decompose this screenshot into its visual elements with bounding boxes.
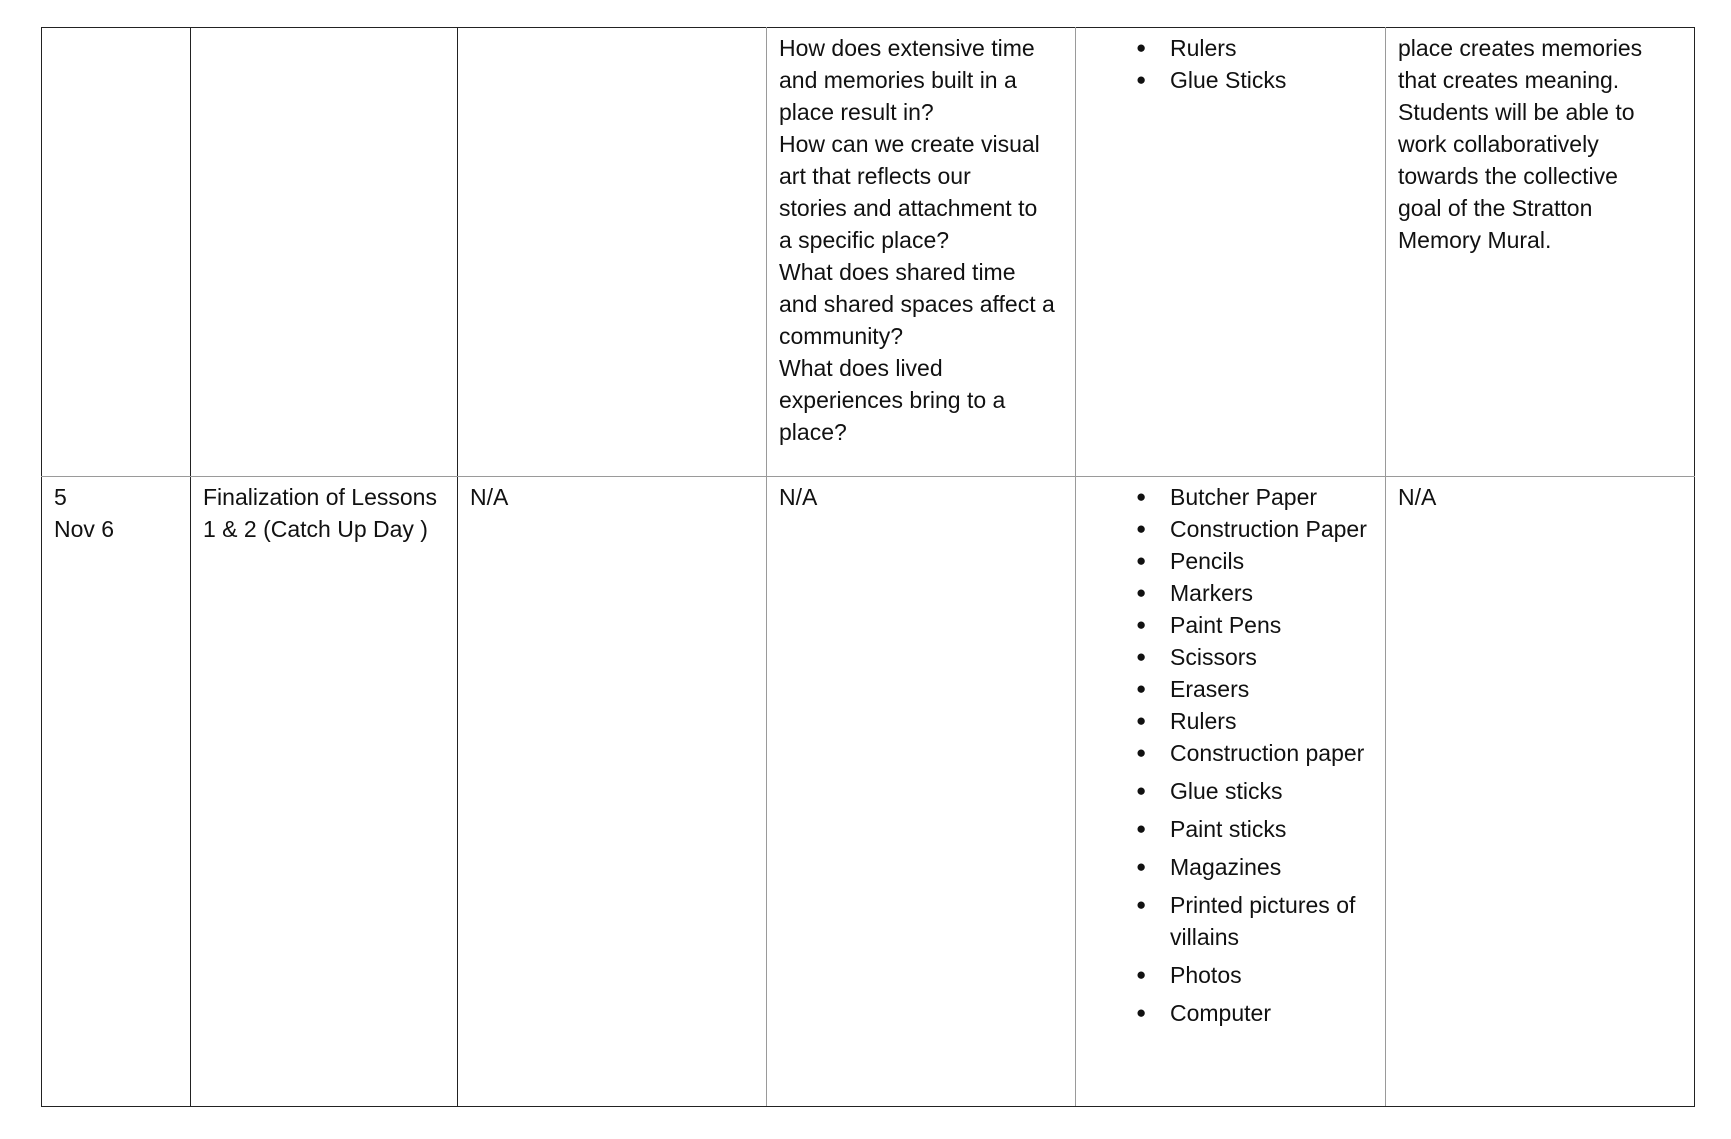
- objective-line: Students will be able to: [1398, 99, 1635, 125]
- question-line: How does extensive time: [779, 35, 1035, 61]
- question-line: place result in?: [779, 99, 934, 125]
- list-item: [1088, 641, 1373, 673]
- bullet-icon: ●: [1136, 965, 1147, 984]
- question-line: How can we create visual: [779, 131, 1040, 157]
- essential-questions-cell: [767, 28, 1076, 477]
- bullet-icon: ●: [1136, 487, 1147, 506]
- list-item: [1088, 997, 1373, 1029]
- list-item: [1088, 545, 1373, 577]
- lesson-plan-table: [41, 27, 1695, 1107]
- list-item: [1088, 889, 1373, 953]
- list-item: [1088, 32, 1373, 64]
- list-item: [1088, 737, 1373, 769]
- question-line: and shared spaces affect a: [779, 291, 1055, 317]
- material-label: Magazines: [1170, 854, 1282, 880]
- materials-list: [1088, 32, 1373, 96]
- day-cell: [42, 28, 191, 477]
- list-item: [1088, 577, 1373, 609]
- question-line: What does lived: [779, 355, 943, 381]
- table-row: [42, 477, 1695, 1107]
- list-item: [1088, 673, 1373, 705]
- day-date: Nov 6: [54, 516, 115, 542]
- material-label: Paint Pens: [1170, 612, 1282, 638]
- list-item: [1088, 64, 1373, 96]
- bullet-icon: ●: [1136, 819, 1147, 838]
- question-line: community?: [779, 323, 903, 349]
- material-label: Computer: [1170, 1000, 1271, 1026]
- objective-line: Memory Mural.: [1398, 227, 1552, 253]
- material-label: Construction paper: [1170, 740, 1365, 766]
- material-label: Construction Paper: [1170, 516, 1367, 542]
- bullet-icon: ●: [1136, 647, 1147, 666]
- bullet-icon: ●: [1136, 781, 1147, 800]
- objective-line: place creates memories: [1398, 35, 1643, 61]
- objective-line: towards the collective: [1398, 163, 1618, 189]
- question-line: stories and attachment to: [779, 195, 1038, 221]
- bullet-icon: ●: [1136, 711, 1147, 730]
- bullet-icon: ●: [1136, 895, 1147, 914]
- list-item: [1088, 609, 1373, 641]
- bullet-icon: ●: [1136, 743, 1147, 762]
- question-line: What does shared time: [779, 259, 1016, 285]
- objective-line: goal of the Stratton: [1398, 195, 1593, 221]
- material-label: Glue Sticks: [1170, 67, 1287, 93]
- list-item: [1088, 813, 1373, 845]
- material-label: Markers: [1170, 580, 1254, 606]
- lesson-title-line: 1 & 2 (Catch Up Day ): [203, 516, 428, 542]
- bullet-icon: ●: [1136, 1003, 1147, 1022]
- lesson-title-cell: [191, 28, 458, 477]
- material-label: Pencils: [1170, 548, 1245, 574]
- bullet-icon: ●: [1136, 583, 1147, 602]
- bullet-icon: ●: [1136, 38, 1147, 57]
- objective-line: work collaboratively: [1398, 131, 1599, 157]
- objectives-value: N/A: [1398, 484, 1437, 510]
- essential-questions-cell: [767, 477, 1076, 1107]
- material-label: Printed pictures of villains: [1170, 892, 1356, 950]
- standards-value: N/A: [470, 484, 509, 510]
- day-number: 5: [54, 484, 67, 510]
- questions-value: N/A: [779, 484, 818, 510]
- question-line: place?: [779, 419, 847, 445]
- lesson-title-line: Finalization of Lessons: [203, 484, 437, 510]
- materials-cell: [1076, 477, 1386, 1107]
- bullet-icon: ●: [1136, 857, 1147, 876]
- question-line: experiences bring to a: [779, 387, 1006, 413]
- material-label: Rulers: [1170, 35, 1237, 61]
- list-item: [1088, 481, 1373, 513]
- bullet-icon: ●: [1136, 70, 1147, 89]
- material-label: Rulers: [1170, 708, 1237, 734]
- day-cell: [42, 477, 191, 1107]
- objectives-cell: [1386, 477, 1695, 1107]
- bullet-icon: ●: [1136, 679, 1147, 698]
- material-label: Paint sticks: [1170, 816, 1287, 842]
- standards-cell: [458, 477, 767, 1107]
- bullet-icon: ●: [1136, 519, 1147, 538]
- table-row: [42, 28, 1695, 477]
- material-label: Butcher Paper: [1170, 484, 1318, 510]
- objective-line: that creates meaning.: [1398, 67, 1620, 93]
- material-label: Scissors: [1170, 644, 1257, 670]
- material-label: Glue sticks: [1170, 778, 1283, 804]
- question-line: and memories built in a: [779, 67, 1017, 93]
- materials-cell: [1076, 28, 1386, 477]
- list-item: [1088, 705, 1373, 737]
- question-line: a specific place?: [779, 227, 950, 253]
- list-item: [1088, 775, 1373, 807]
- bullet-icon: ●: [1136, 615, 1147, 634]
- material-label: Photos: [1170, 962, 1242, 988]
- objectives-cell: [1386, 28, 1695, 477]
- list-item: [1088, 959, 1373, 991]
- materials-list: [1088, 481, 1373, 1029]
- question-line: art that reflects our: [779, 163, 971, 189]
- standards-cell: [458, 28, 767, 477]
- list-item: [1088, 513, 1373, 545]
- list-item: [1088, 851, 1373, 883]
- bullet-icon: ●: [1136, 551, 1147, 570]
- material-label: Erasers: [1170, 676, 1250, 702]
- lesson-title-cell: [191, 477, 458, 1107]
